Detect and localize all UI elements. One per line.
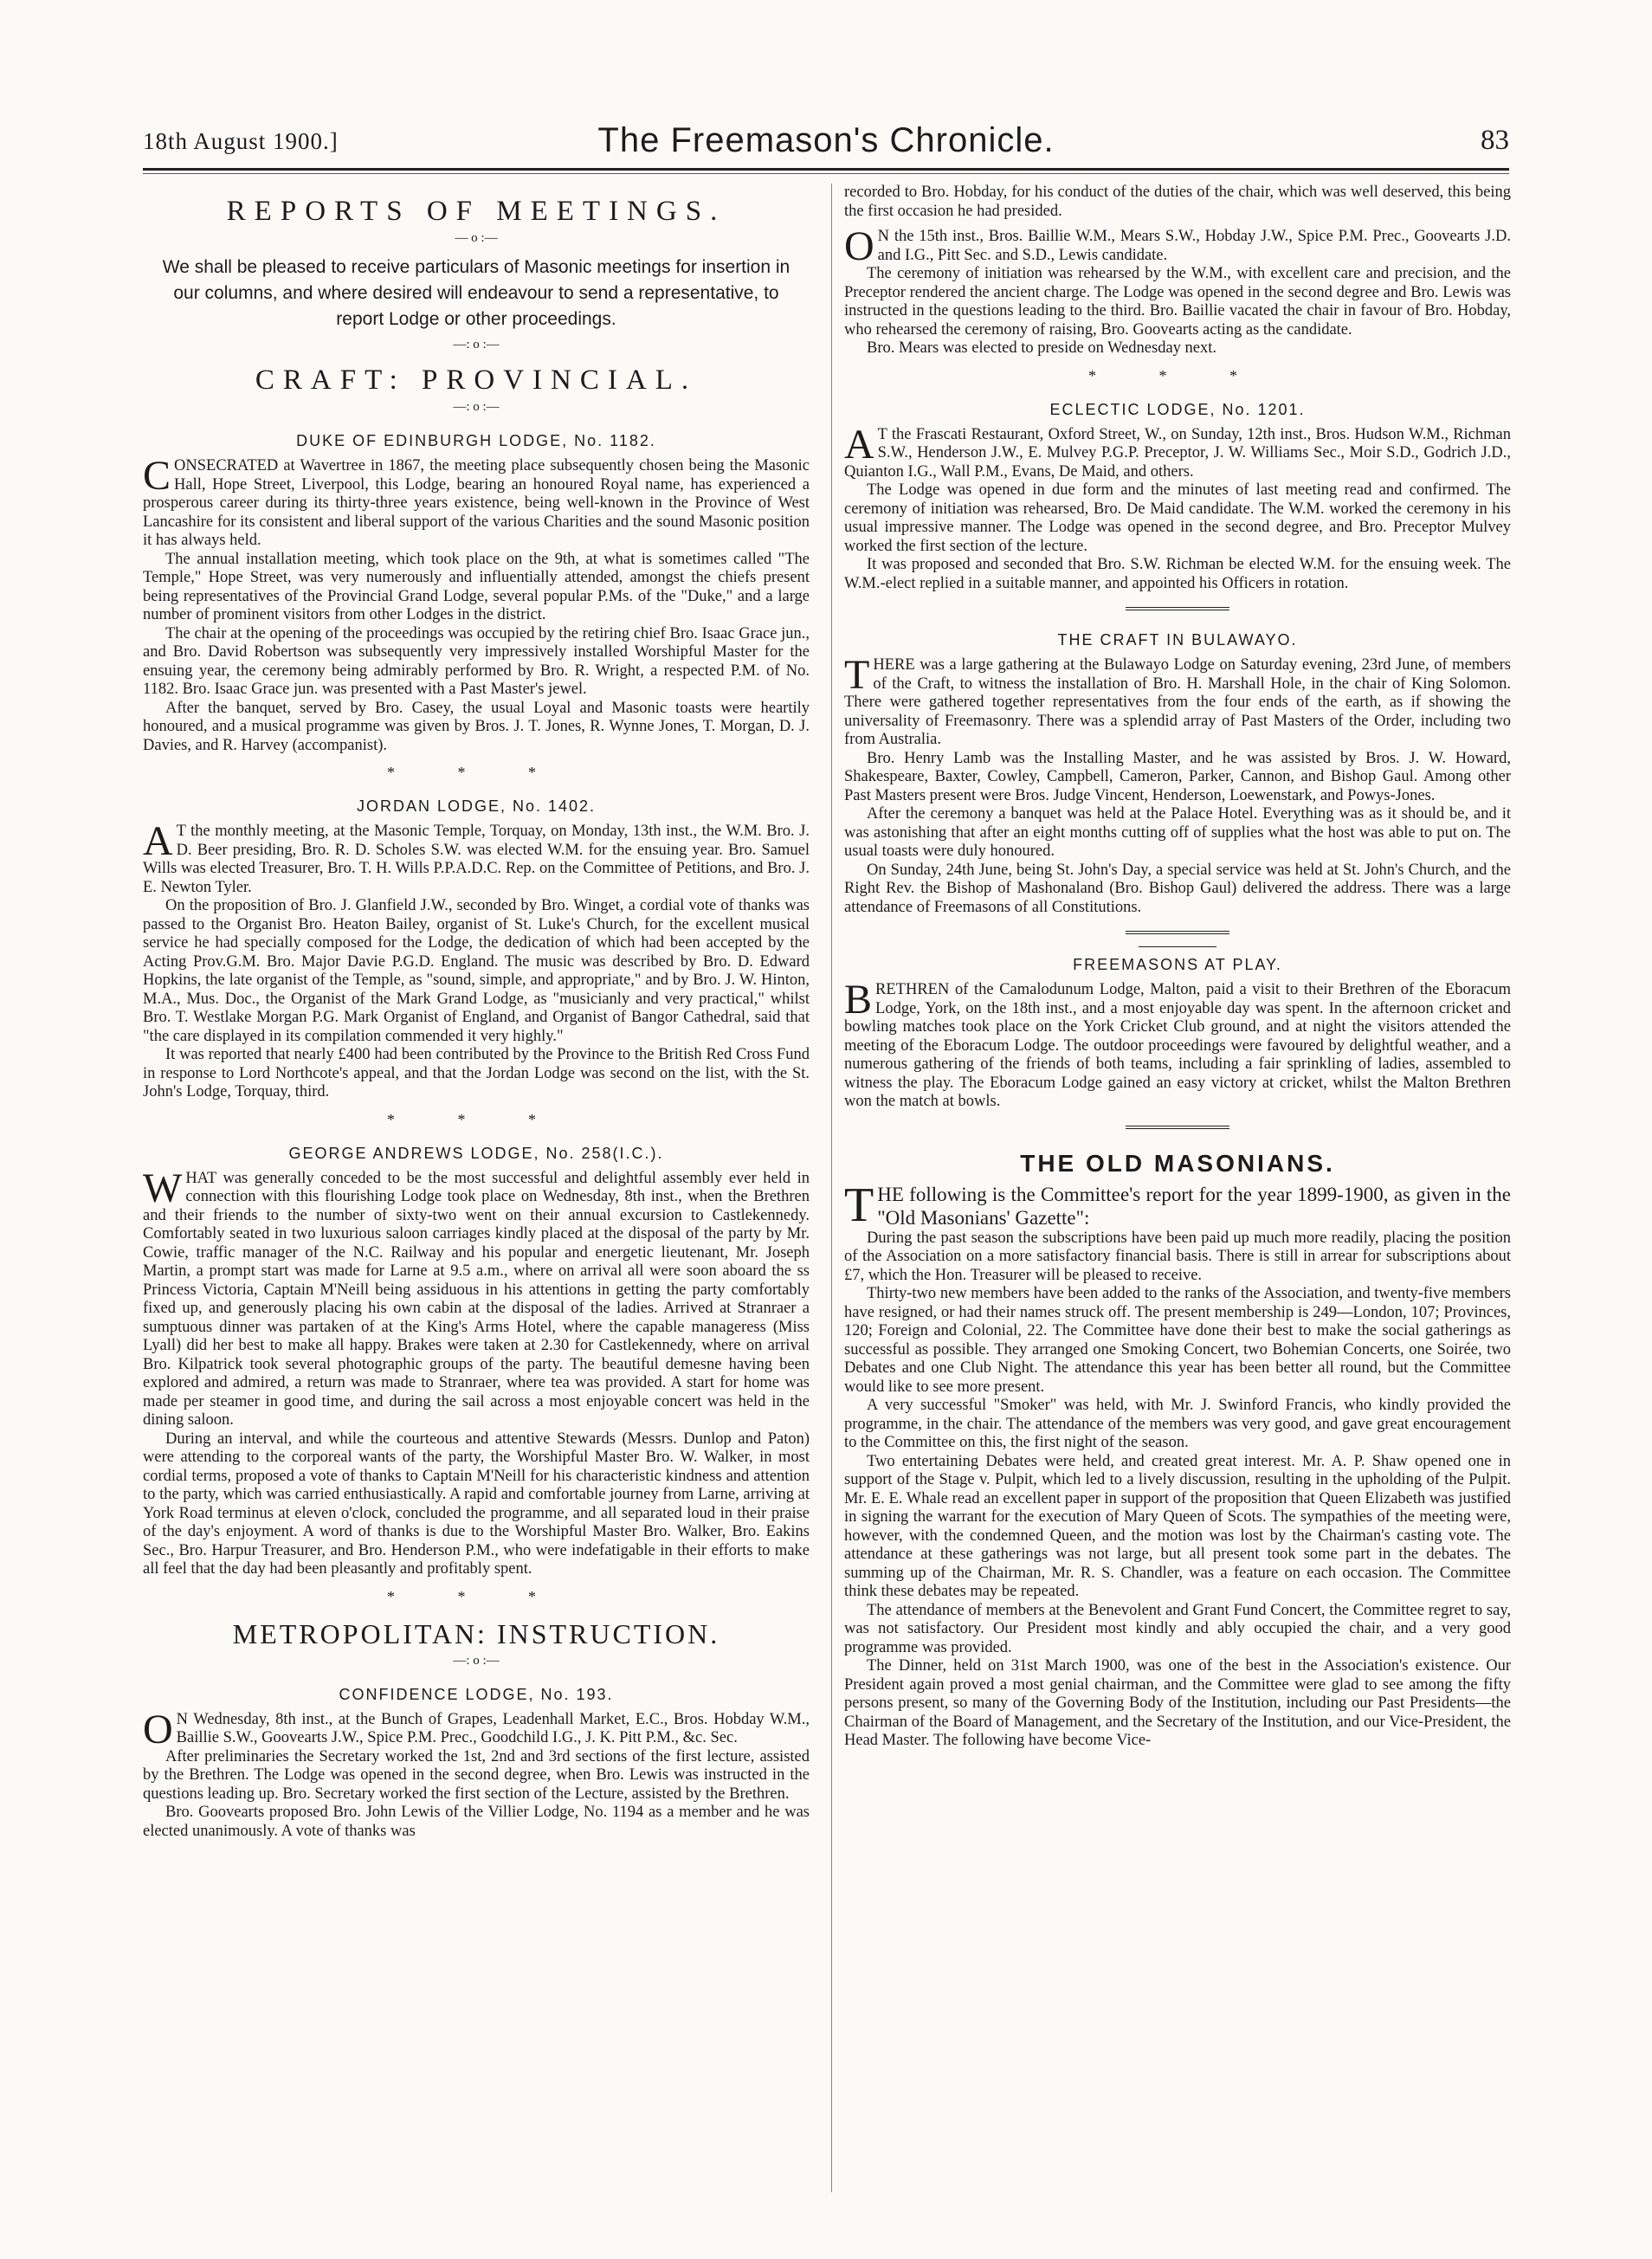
article-paragraph: On Sunday, 24th June, being St. John's Day, a special service was held at St. John's Church, and the Right Rev. the Bishop of Mashonaland (Bro. Bishop Gaul) delivered the address. There was a large attendance of Freemasons of all Constitutions.	[844, 861, 1511, 916]
drop-cap: B	[844, 977, 873, 1023]
newspaper-title: The Freemason's Chronicle.	[597, 121, 1055, 159]
article-paragraph: After the ceremony a banquet was held at the Palace Hotel. Everything was as it should be, and it was astonishing that after an eight months cutting off of supplies what the host was able to put on. The usual toasts were duly honoured.	[844, 805, 1511, 860]
article-jordan-lodge	[143, 789, 810, 1102]
article-paragraph: A T the monthly meeting, at the Masonic Temple, Torquay, on Monday, 13th inst., the W.M. Bro. J. D. Beer presiding, Bro. R. D. Scholes S.W. was elected W.M. for the ensuing year. Bro. Samuel Wills was elected Treasurer, Bro. T. H. Wills P.P.A.D.C. Rep. on the Committee of Petitions, and Bro. J. E. Newton Tyler.	[143, 818, 810, 896]
section-stars: * * *	[387, 1110, 565, 1128]
ornament-divider: —: o :—	[453, 400, 500, 414]
article-paragraph: BRETHREN of the Camalodunum Lodge, Malton, paid a visit to their Brethren of the Eboracum Lodge, York, on the 18th inst., and a most enjoyable day was spent. In the afternoon cricket and bowling matches took place on the York Cricket Club ground, and at night the visitors attended the meeting of the Eboracum Lodge. The outdoor proceedings were favoured by delightful weather, and a numerous gathering of the friends of both teams, including a fair sprinkling of ladies, assembled to witness the play. The Eboracum Lodge gained an easy victory at cricket, whilst the Malton Brethren won the match at bowls.	[844, 977, 1511, 1110]
article-paragraph: The annual installation meeting, which took place on the 9th, at what is sometimes called "The Temple," Hope Street, was very numerously and influentially attended, amongst the chiefs present being representatives of the Provincial Grand Lodge, several popular P.Ms. of the "Duke," and a large number of prominent visitors from other Lodges in the district.	[143, 550, 810, 623]
article-paragraph: The Dinner, held on 31st March 1900, was one of the best in the Association's existence. Our President again proved a most genial chairman, and the Committee were glad to see among the fifty persons present, so many of the Governing Body of the Institution, including our Past Presidents—the Chairman of the Board of Management, and the Secretary of the Institution, and our Vice-President, the Head Master. The following have become Vice-	[844, 1657, 1511, 1749]
article-confidence-lodge	[143, 1677, 810, 1842]
masthead	[143, 121, 1509, 159]
article-george-andrews-lodge	[143, 1136, 810, 1579]
article-paragraph: Bro. Goovearts proposed Bro. John Lewis of the Villier Lodge, No. 1194 as a member and he was elected unanimously. A vote of thanks was	[143, 1804, 810, 1840]
article-paragraph: A T the Frascati Restaurant, Oxford Street, W., on Sunday, 12th inst., Bros. Hudson W.M., Richman S.W., Henderson J.W., E. Mulvey P.G.P. Preceptor, J. W. Williams Sec., Moir S.D., Godrich J.D., Quianton I.G., Wall P.M., Evans, De Maid, and others.	[844, 421, 1511, 481]
drop-cap: O	[143, 1706, 173, 1752]
article-paragraph: It was proposed and seconded that Bro. S.W. Richman be elected W.M. for the ensuing week. The W.M.-elect replied in a suitable manner, and appointed his Officers in rotation.	[844, 556, 1511, 592]
reports-heading: REPORTS OF MEETINGS.	[226, 196, 726, 227]
section-rule	[1126, 931, 1229, 934]
craft-provincial-heading: CRAFT: PROVINCIAL.	[255, 365, 698, 396]
article-heading: GEORGE ANDREWS LODGE, No. 258(I.C.).	[288, 1144, 664, 1162]
article-paragraph: WHAT was generally conceded to be the most successful and delightful assembly ever held in connection with this flourishing Lodge took place on Wednesday, 8th inst., when the Brethren and their friends to the number of sixty-two went on their annual excursion to Castlekennedy. Comfortably seated in two luxurious saloon carriages kindly placed at the disposal of the party by Mr. Cowie, traffic manager of the N.C. Railway and his popular and energetic lieutenant, Mr. Joseph Martin, a prompt start was made for Larne at 9.5 a.m., where on arrival all were soon aboard the ss Princess Victoria, Captain M'Neill being assiduous in his attentions in getting the party comfortably fixed up, and generously placing his own cabin at the disposal of the ladies. Arrived at Stranraer a sumptuous dinner was partaken of at the King's Arms Hotel, where the capable manageress (Miss Lyall) did her best to make all happy. Brakes were taken at 2.30 for Castlekennedy, where on arrival Bro. Kilpatrick took several photographic groups of the party. The beautiful demesne having been explored and admired, a return was made to Stranraer, where tea was provided. A start for home was made per steamer in good time, and during the sail across a most enjoyable concert was held in the dining saloon.	[143, 1165, 810, 1429]
drop-cap: W	[143, 1165, 183, 1211]
column-divider	[831, 184, 832, 2192]
section-stars: * * *	[1088, 366, 1267, 384]
article-heading: ECLECTIC LODGE, No. 1201.	[1049, 400, 1306, 418]
article-heading: DUKE OF EDINBURGH LODGE, No. 1182.	[296, 432, 656, 449]
article-heading: THE CRAFT IN BULAWAYO.	[1057, 631, 1298, 649]
article-craft-in-bulawayo	[844, 623, 1511, 917]
ornament-divider: — o :—	[455, 231, 498, 245]
article-old-masonians	[844, 1141, 1511, 1751]
article-paragraph: O N the 15th inst., Bros. Baillie W.M., Mears S.W., Hobday J.W., Spice P.M. Prec., Goovearts J.D. and I.G., Pitt Sec. and S.D., Lewis candidate.	[844, 223, 1511, 269]
issue-date: 18th August 1900.]	[143, 128, 339, 154]
left-column	[143, 184, 810, 1841]
article-paragraph: THERE was a large gathering at the Bulawayo Lodge on Saturday evening, 23rd June, of members of the Craft, to witness the installation of Bro. H. Marshall Hole, in the chair of King Solomon. There were gathered together representatives from the four ends of the earth, as if showing the universality of Freemasonry. There was a splendid array of Past Masters of the Order, including two from Australia.	[844, 652, 1511, 748]
article-paragraph: Bro. Henry Lamb was the Installing Master, and he was assisted by Bros. J. W. Howard, Shakespeare, Baxter, Cowley, Campbell, Cameron, Parker, Cannon, and Bishop Gaul. Among other Past Masters present were Bros. Judge Vincent, Henderson, Loewenstark, and Powys-Jones.	[844, 749, 1511, 804]
drop-cap: O	[844, 223, 874, 269]
article-paragraph: Bro. Mears was elected to preside on Wednesday next.	[867, 339, 1217, 357]
article-paragraph: After preliminaries the Secretary worked the 1st, 2nd and 3rd sections of the first lecture, assisted by the Brethren. The Lodge was opened in the second degree, when Bro. Lewis was instructed in the questions leading up. Bro. Secretary worked the first section of the Lecture, assisted by the Brethren.	[143, 1747, 810, 1803]
article-paragraph: During an interval, and while the courteous and attentive Stewards (Messrs. Dunlop and Paton) were attending to the corporeal wants of the party, the Worshipful Master Bro. W. Walker, in most cordial terms, proposed a vote of thanks to Captain M'Neill for his characteristic kindness and attention to the party, which was carried enthusiastically. A rapid and comfortable journey from Larne, arriving at York Road terminus at eleven o'clock, concluded the programme, and all separated loud in their praise of the day's enjoyment. A word of thanks is due to the Worshipful Master Bro. Walker, Bro. Eakins Sec., Bro. Harpur Treasurer, and Bro. Henderson P.M., who were indefatigable in their efforts to make all feel that the day had been pleasantly and profitably spent.	[143, 1430, 810, 1578]
article-paragraph: A very successful "Smoker" was held, with Mr. J. Swinford Francis, who kindly provided the programme, in the chair. The attendance of the members was very good, and gave great encouragement to the Committee on this, the first night of the season.	[844, 1397, 1511, 1451]
article-heading: FREEMASONS AT PLAY.	[1073, 956, 1282, 973]
article-paragraph: O N Wednesday, 8th inst., at the Bunch of Grapes, Leadenhall Market, E.C., Bros. Hobday W.M., Baillie S.W., Goovearts J.W., Spice P.M. Prec., Goodchild I.G., J. K. Pitt P.M., &c. Sec.	[143, 1706, 810, 1752]
drop-cap: T	[844, 1178, 874, 1232]
section-rule	[1126, 1126, 1229, 1129]
article-paragraph: CONSECRATED at Wavertree in 1867, the meeting place subsequently chosen being the Masonic Hall, Hope Street, Liverpool, this Lodge, bearing an honoured Royal name, has experienced a prosperous career during its thirty-three years existence, being well-known in the Province of West Lancashire for its consistent and liberal support of the various Charities and the sound Masonic position it has always held.	[143, 453, 810, 549]
masthead-rule-thin	[143, 173, 1509, 174]
masthead-rule	[143, 168, 1509, 171]
article-lead: THE following is the Committee's report for the year 1899-1900, as given in the "Old Masonians' Gazette":	[844, 1178, 1511, 1232]
article-paragraph: Thirty-two new members have been added to the ranks of the Association, and twenty-five members have resigned, or had their names struck off. The present membership is 249—London, 107; Provinces, 120; Foreign and Colonial, 22. The Committee have done their best to make the social gatherings as successful as possible. They arranged one Smoking Concert, two Bohemian Concerts, one Soirée, two Debates and one Club Night. The attendance this year has been better all round, but the Committee would like to see more present.	[844, 1285, 1511, 1396]
article-paragraph: After the banquet, served by Bro. Casey, the usual Loyal and Masonic toasts were heartily honoured, and a musical programme was given by Bros. J. T. Jones, R. Wynne Jones, T. Morgan, D. J. Davies, and R. Harvey (accompanist).	[143, 699, 810, 754]
article-paragraph: The Lodge was opened in due form and the minutes of last meeting read and confirmed. The ceremony of initiation was rehearsed, Bro. De Maid candidate. The W.M. worked the ceremony in his usual impressive manner. The Lodge was opened in the second degree, and Bro. Preceptor Mulvey worked the first section of the lecture.	[844, 481, 1511, 555]
article-duke-of-edinburgh	[143, 423, 810, 755]
drop-cap: T	[844, 652, 870, 698]
article-paragraph: The ceremony of initiation was rehearsed by the W.M., with excellent care and precision, and the Preceptor rendered the ancient charge. The Lodge was opened in the second degree and Bro. Lewis was instructed in the questions leading to the third. Bro. Baillie vacated the chair in favour of Bro. Hobday, who rehearsed the ceremony of raising, Bro. Goovearts acting as the candidate.	[844, 265, 1511, 339]
article-heading: THE OLD MASONIANS.	[1020, 1149, 1335, 1177]
article-paragraph: It was reported that nearly £400 had been contributed by the Province to the British Red Cross Fund in response to Lord Northcote's appeal, and that the Jordan Lodge was second on the list, with the St. John's Lodge, Torquay, third.	[143, 1046, 810, 1100]
drop-cap: C	[143, 453, 171, 499]
section-stars: * * *	[387, 1587, 565, 1605]
metropolitan-instruction-heading: METROPOLITAN: INSTRUCTION.	[232, 1617, 720, 1649]
article-paragraph: On the proposition of Bro. J. Glanfield J.W., seconded by Bro. Winget, a cordial vote of thanks was passed to the Organist Bro. Heaton Bailey, organist of St. Luke's Church, for the excellent musical service he had specially composed for the Lodge, the dedication of which had been accepted by the Acting Prov.G.M. Bro. Major Davie P.G.D. England. The music was described by Bro. D. Edward Hopkins, the late organist of the Temple, as "sound, simple, and appropriate," and by Bro. J. W. Hinton, M.A., Mus. Doc., the Organist of the Mark Grand Lodge, as "musicianly and very practical," whilst Bro. T. Westlake Morgan P.G. Mark Organist of England, and Organist of Bangor Cathedral, said that "the care displayed in its compilation commended it very highly."	[143, 897, 810, 1045]
section-rule	[1126, 607, 1229, 610]
drop-cap: A	[143, 818, 173, 864]
article-heading: CONFIDENCE LODGE, No. 193.	[339, 1685, 614, 1703]
ornament-divider: —: o :—	[453, 1653, 500, 1668]
article-freemasons-at-play	[844, 947, 1511, 1112]
ornament-divider: —: o :—	[453, 338, 500, 352]
article-paragraph: recorded to Bro. Hobday, for his conduct of the duties of the chair, which was well deserved, this being the first occasion he had presided.	[844, 184, 1511, 220]
article-paragraph: The attendance of members at the Benevolent and Grant Fund Concert, the Committee regret to say, was not satisfactory. Our President most kindly and ably occupied the chair, and a very good programme was provided.	[844, 1601, 1511, 1656]
right-column	[844, 184, 1511, 1751]
article-eclectic-lodge	[844, 392, 1511, 594]
article-paragraph: The chair at the opening of the proceedings was occupied by the retiring chief Bro. Isaac Grace jun., and Bro. David Robertson was subsequently very impressively installed Worshipful Master for the ensuing year, the ceremony being admirably performed by Bro. R. Wright, a respected P.M. of No. 1182. Bro. Isaac Grace jun. was presented with a Past Master's jewel.	[143, 624, 810, 698]
article-paragraph: Two entertaining Debates were held, and created great interest. Mr. A. P. Shaw opened one in support of the Stage v. Pulpit, which led to a lively discussion, resulting in the upholding of the Pulpit. Mr. E. E. Whale read an excellent paper in support of the proposition that Queen Elizabeth was justified in signing the warrant for the execution of Mary Queen of Scots. The sympathies of the meeting were, however, with the condemned Queen, and the motion was lost by the Chairman's casting vote. The attendance at these gatherings was not large, but all present took some part in the debates. The summing up of the Chairman, Mr. R. S. Chandler, was a feature on each occasion. The Committee think these debates may be repeated.	[844, 1452, 1511, 1600]
section-stars: * * *	[387, 764, 565, 781]
article-confidence-continued	[844, 184, 1511, 358]
drop-cap: A	[844, 421, 874, 468]
article-heading: JORDAN LODGE, No. 1402.	[356, 797, 597, 815]
article-paragraph: During the past season the subscriptions have been paid up much more readily, placing the position of the Association on a more satisfactory financial basis. There is still in arrear for subscriptions about £7, which the Hon. Treasurer will be pleased to receive.	[844, 1229, 1511, 1284]
page-number: 83	[1481, 125, 1509, 156]
intro-notice: We shall be pleased to receive particulars of Masonic meetings for insertion in our columns, and where desired will endeavour to send a representative, to report Lodge or other proceedings.	[162, 257, 791, 329]
